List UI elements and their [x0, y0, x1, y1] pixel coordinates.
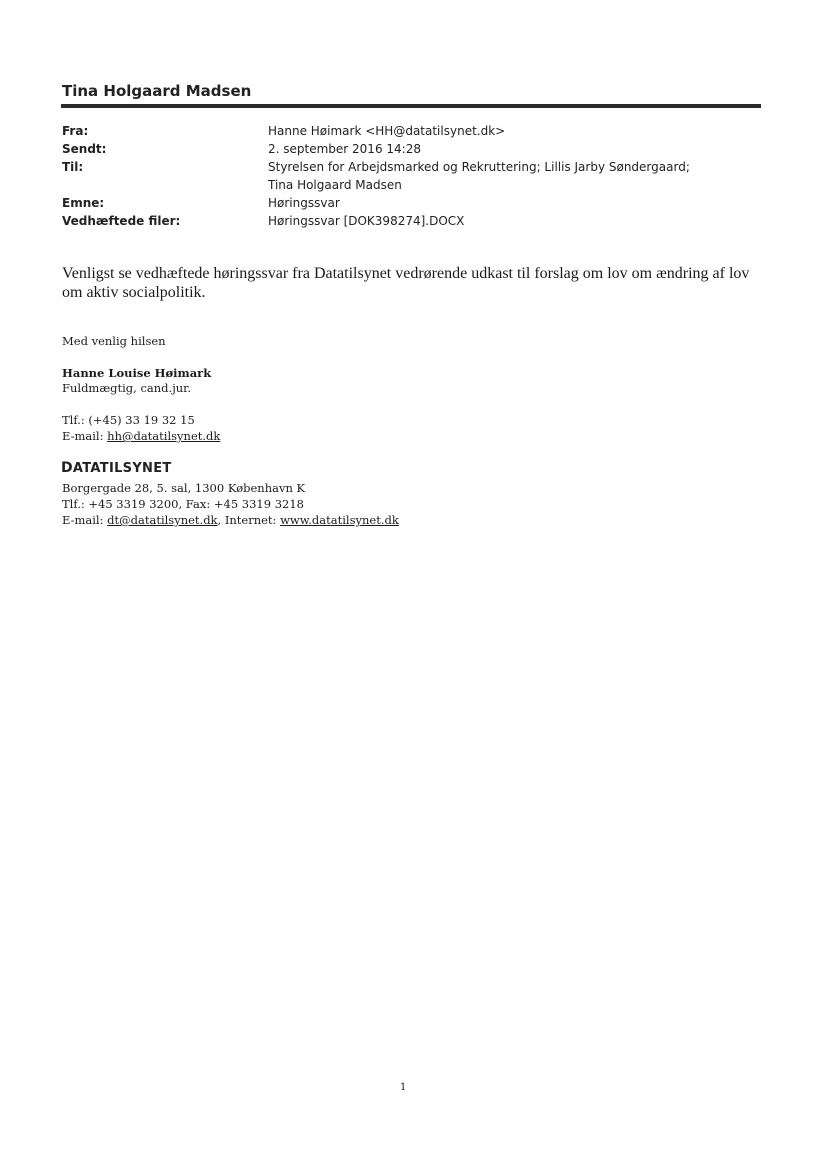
header-rule	[61, 104, 761, 108]
organization-name-rest: ATATILSYNET	[72, 461, 172, 476]
organization-contact	[62, 512, 399, 528]
signature-greeting: Med venlig hilsen	[62, 334, 166, 348]
header-value-attachments: Høringssvar [DOK398274].DOCX	[268, 214, 465, 228]
page-number: 1	[400, 1082, 407, 1093]
signature-phone-label: Tlf.:	[62, 413, 89, 427]
signature-phone-number: (+45) 33 19 32 15	[88, 413, 195, 427]
header-label-subject: Emne:	[62, 196, 105, 210]
header-row-from	[62, 122, 762, 140]
organization-website-link[interactable]: www.datatilsynet.dk	[280, 513, 399, 527]
header-row-sent	[62, 140, 762, 158]
organization-phone: Tlf.: +45 3319 3200, Fax: +45 3319 3218	[62, 497, 304, 511]
header-label-sent: Sendt:	[62, 142, 107, 156]
signature-name: Hanne Louise Høimark	[62, 366, 212, 380]
header-value-to: Styrelsen for Arbejdsmarked og Rekruttering; Lillis Jarby Søndergaard; Tina Holgaard Madsen	[268, 160, 690, 192]
organization-email-link[interactable]: dt@datatilsynet.dk	[107, 513, 218, 527]
header-label-from: Fra:	[62, 124, 89, 138]
header-value-from: Hanne Høimark <HH@datatilsynet.dk>	[268, 124, 506, 138]
signature-email-label: E-mail:	[62, 429, 108, 443]
email-header-block	[62, 122, 762, 230]
signature-title: Fuldmægtig, cand.jur.	[62, 381, 192, 395]
header-value-sent: 2. september 2016 14:28	[268, 142, 421, 156]
signature-phone	[62, 412, 195, 428]
header-label-to: Til:	[62, 160, 84, 174]
email-body: Venligst se vedhæftede høringssvar fra Datatilsynet vedrørende udkast til forslag om lov om ændring af lov om aktiv socialpolitik.	[62, 265, 750, 301]
mailbox-owner-name: Tina Holgaard Madsen	[62, 82, 252, 100]
header-row-subject	[62, 194, 762, 212]
organization-name	[61, 460, 172, 476]
organization-internet-label: , Internet:	[217, 513, 281, 527]
signature-email	[62, 428, 220, 444]
header-label-attachments: Vedhæftede filer:	[62, 214, 181, 228]
signature-email-link[interactable]: hh@datatilsynet.dk	[107, 429, 221, 443]
organization-name-first: D	[61, 460, 73, 476]
organization-address: Borgergade 28, 5. sal, 1300 København K	[62, 481, 306, 495]
header-row-to	[62, 158, 762, 194]
header-value-subject: Høringssvar	[268, 196, 340, 210]
organization-email-label: E-mail:	[62, 513, 108, 527]
header-row-attachments	[62, 212, 762, 230]
